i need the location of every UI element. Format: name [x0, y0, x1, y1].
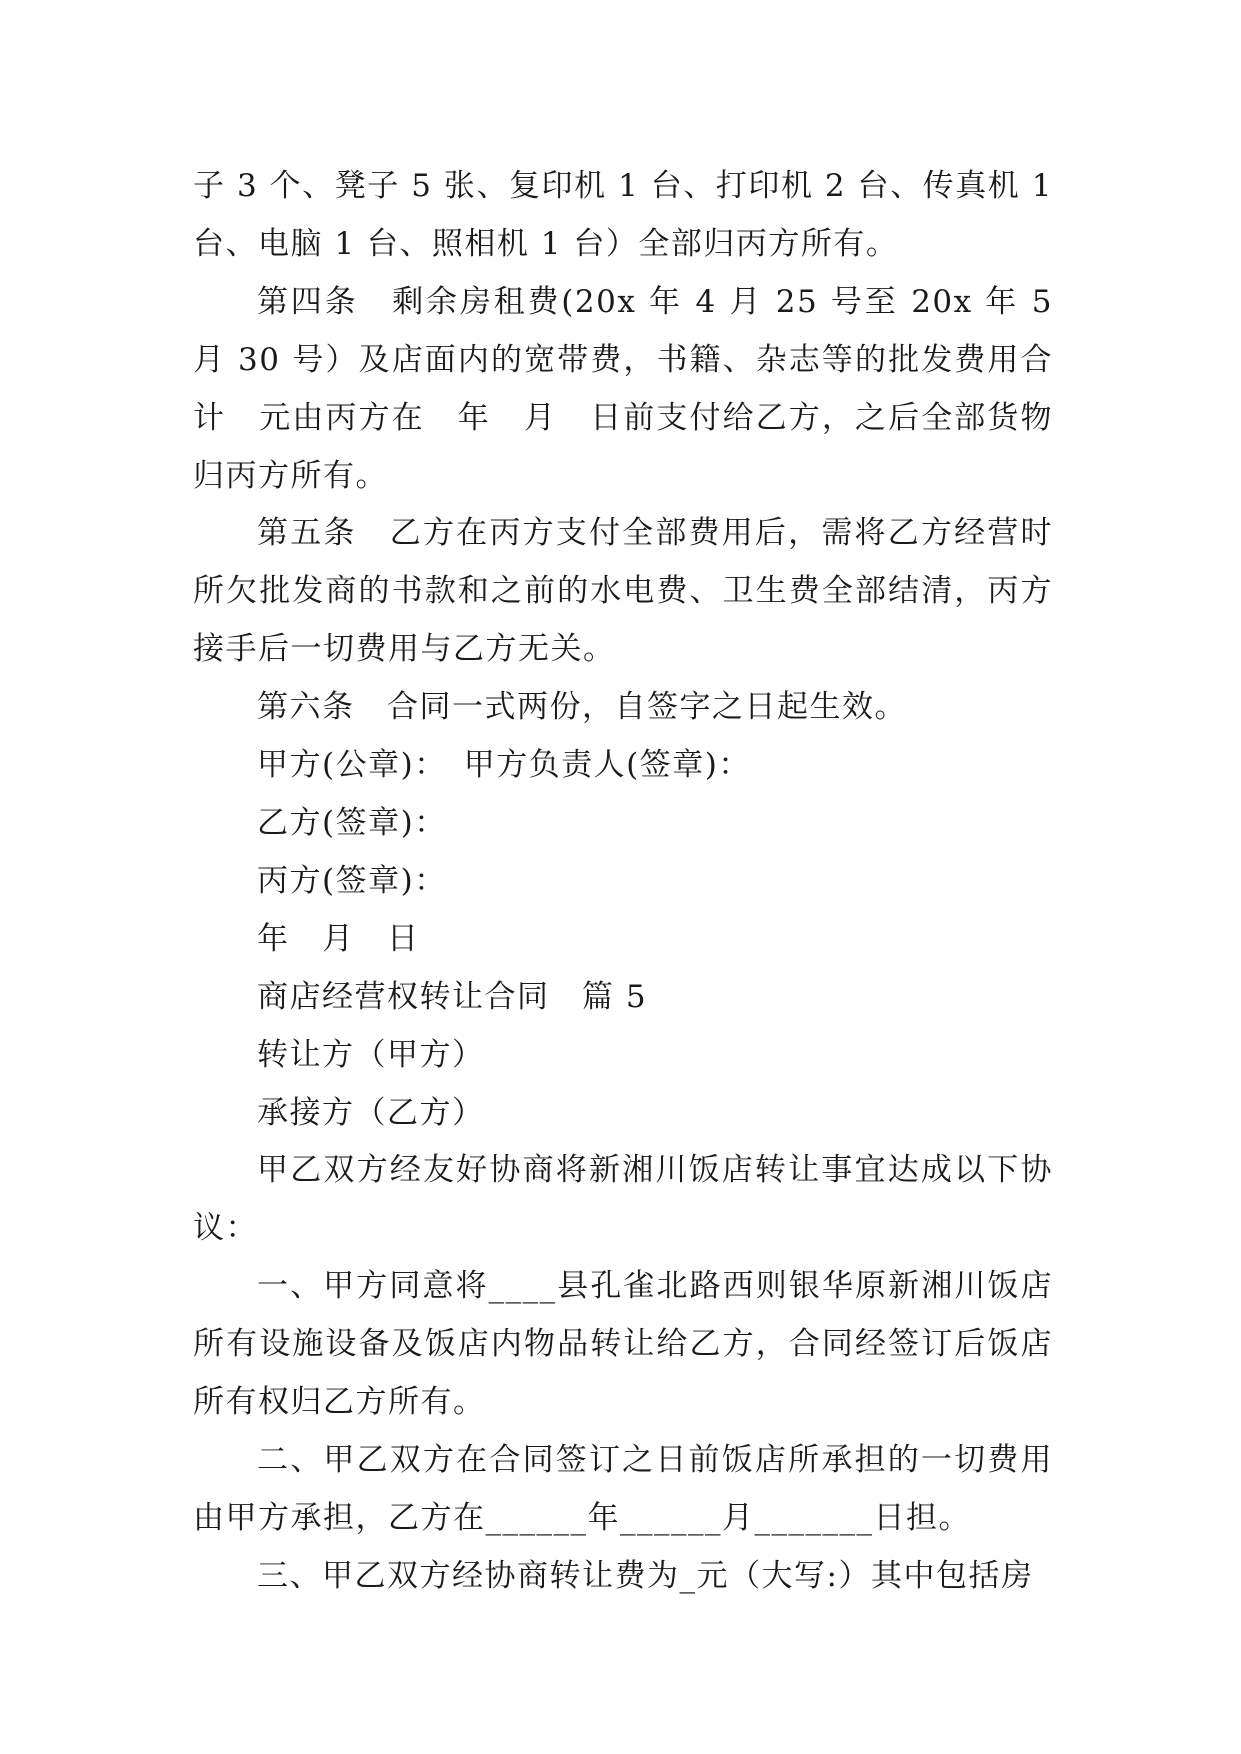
paragraph-article-5: 第五条 乙方在丙方支付全部费用后，需将乙方经营时所欠批发商的书款和之前的水电费、卫生费全部结清，丙方接手后一切费用与乙方无关。 [193, 515, 1053, 668]
signature-party-a: 甲方(公章)： 甲方负责人(签章)： [257, 747, 751, 784]
paragraph-furniture-list: 子 3 个、凳子 5 张、复印机 1 台、打印机 2 台、传真机 1 台、电脑 1 台、照相机 1 台）全部归丙方所有。 [193, 168, 1053, 262]
transferor-label: 转让方（甲方） [257, 1036, 485, 1073]
clause-3: 三、甲乙双方经协商转让费为_元（大写:）其中包括房 [257, 1557, 1034, 1594]
contract-body [193, 158, 1053, 1606]
clause-2: 二、甲乙双方在合同签订之日前饭店所承担的一切费用由甲方承担，乙方在______年______月_______日担。 [193, 1441, 1053, 1536]
signature-party-c: 丙方(签章)： [257, 862, 447, 899]
clause-1: 一、甲方同意将____县孔雀北路西则银华原新湘川饭店所有设施设备及饭店内物品转让给乙方，合同经签订后饭店所有权归乙方所有。 [193, 1268, 1053, 1421]
paragraph-article-4: 第四条 剩余房租费(20x 年 4 月 25 号至 20x 年 5 月 30 号）及店面内的宽带费，书籍、杂志等的批发费用合计 元由丙方在 年 月 日前支付给乙方，之后全部货物归丙方所有。 [193, 283, 1053, 494]
section-heading: 商店经营权转让合同 篇 5 [257, 978, 648, 1015]
agreement-intro: 甲乙双方经友好协商将新湘川饭店转让事宜达成以下协议： [193, 1152, 1053, 1247]
transferee-label: 承接方（乙方） [257, 1094, 485, 1131]
paragraph-article-6: 第六条 合同一式两份，自签字之日起生效。 [257, 689, 907, 726]
signature-date: 年 月 日 [257, 920, 420, 957]
signature-party-b: 乙方(签章)： [257, 804, 447, 841]
